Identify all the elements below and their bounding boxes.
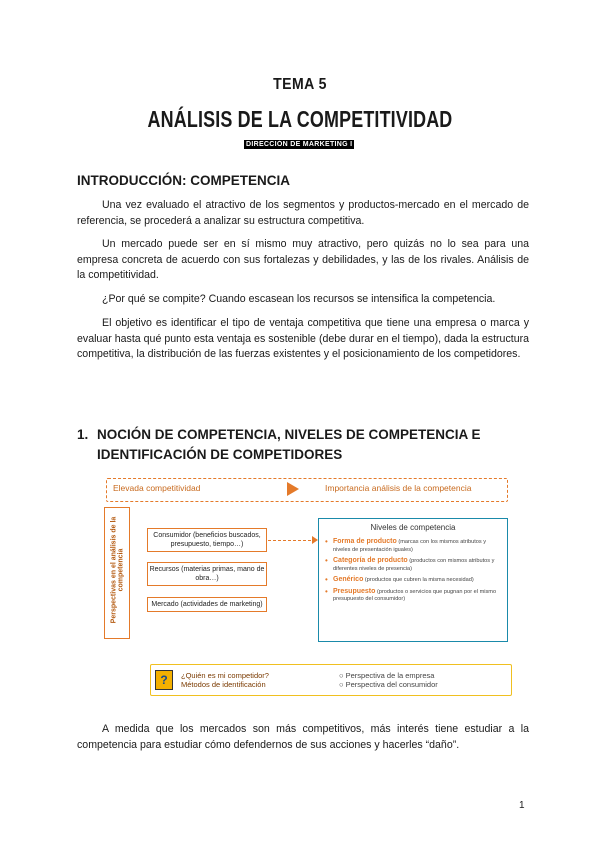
arrow-right-icon bbox=[287, 482, 299, 496]
option-consumidor: ○ Perspectiva del consumidor bbox=[339, 680, 438, 689]
levels-title: Niveles de competencia bbox=[370, 523, 456, 532]
question-icon: ? bbox=[155, 670, 173, 690]
page-number: 1 bbox=[519, 800, 525, 811]
intro-paragraph-1: Una vez evaluado el atractivo de los segmentos y productos-mercado en el mercado de referencia, se procederá a analizar su estructura competitiva. bbox=[77, 199, 529, 227]
consumer-box: Consumidor (beneficios buscados, presupuesto, tiempo…) bbox=[147, 528, 267, 552]
subject-label: DIRECCIÓN DE MARKETING I bbox=[246, 141, 353, 148]
resources-box: Recursos (materias primas, mano de obra…) bbox=[147, 562, 267, 586]
intro-paragraph-2: Un mercado puede ser en sí mismo muy atractivo, pero quizás no lo sea para una empresa concreta de acuerdo con sus fortalezas y debilidades, y las de los rivales. Análisis de la competitividad. bbox=[77, 238, 529, 281]
intro-paragraph-3: ¿Por qué se compite? Cuando escasean los recursos se intensifica la competencia. bbox=[102, 293, 496, 305]
perspectives-label: Perspectivas en el análisis de la competencia bbox=[110, 516, 125, 624]
section-number: 1. bbox=[77, 427, 89, 442]
competitiveness-bar bbox=[106, 478, 508, 502]
option-empresa: ○ Perspectiva de la empresa bbox=[339, 671, 438, 680]
list-item: • Presupuesto (productos o servicios que pugnan por el mismo presupuesto del consumidor) bbox=[333, 588, 507, 604]
competitor-question-box bbox=[150, 664, 512, 696]
perspectives-box bbox=[104, 507, 130, 639]
elevada-label: Elevada competitividad bbox=[113, 483, 201, 493]
section-title: NOCIÓN DE COMPETENCIA, NIVELES DE COMPETENCIA E IDENTIFICACIÓN DE COMPETIDORES bbox=[97, 427, 481, 462]
intro-heading: INTRODUCCIÓN: COMPETENCIA bbox=[77, 173, 290, 188]
intro-paragraph-4: El objetivo es identificar el tipo de ventaja competitiva que tiene una empresa o marca y evaluar hasta qué punto esta ventaja es sostenible (debe durar en el tiempo), dada la estructura competitiva, la distribución de las fuerzas existentes y el posicionamiento de los competidores. bbox=[77, 317, 529, 360]
market-box: Mercado (actividades de marketing) bbox=[147, 597, 267, 612]
competition-levels-box bbox=[318, 518, 508, 642]
list-item: • Genérico (productos que cubren la misma necesidad) bbox=[333, 576, 507, 585]
perspective-options bbox=[339, 671, 438, 689]
list-item: • Forma de producto (marcas con los mismos atributos y niveles de presentación iguales) bbox=[333, 538, 507, 554]
closing-paragraph: A medida que los mercados son más competitivos, más interés tiene estudiar a la competencia para estudiar cómo defendernos de sus acciones y hacerles “daño”. bbox=[77, 723, 529, 751]
topic-number: TEMA 5 bbox=[273, 76, 327, 93]
dashed-connector bbox=[268, 540, 316, 541]
importancia-label: Importancia análisis de la competencia bbox=[325, 483, 472, 493]
page-title: ANÁLISIS DE LA COMPETITIVIDAD bbox=[147, 106, 453, 132]
levels-list bbox=[319, 538, 507, 604]
question-text: ¿Quién es mi competidor? Métodos de identificación bbox=[181, 671, 269, 689]
section-1-heading bbox=[77, 425, 537, 465]
list-item: • Categoría de producto (productos con mismos atributos y diferentes niveles de presencia) bbox=[333, 557, 507, 573]
